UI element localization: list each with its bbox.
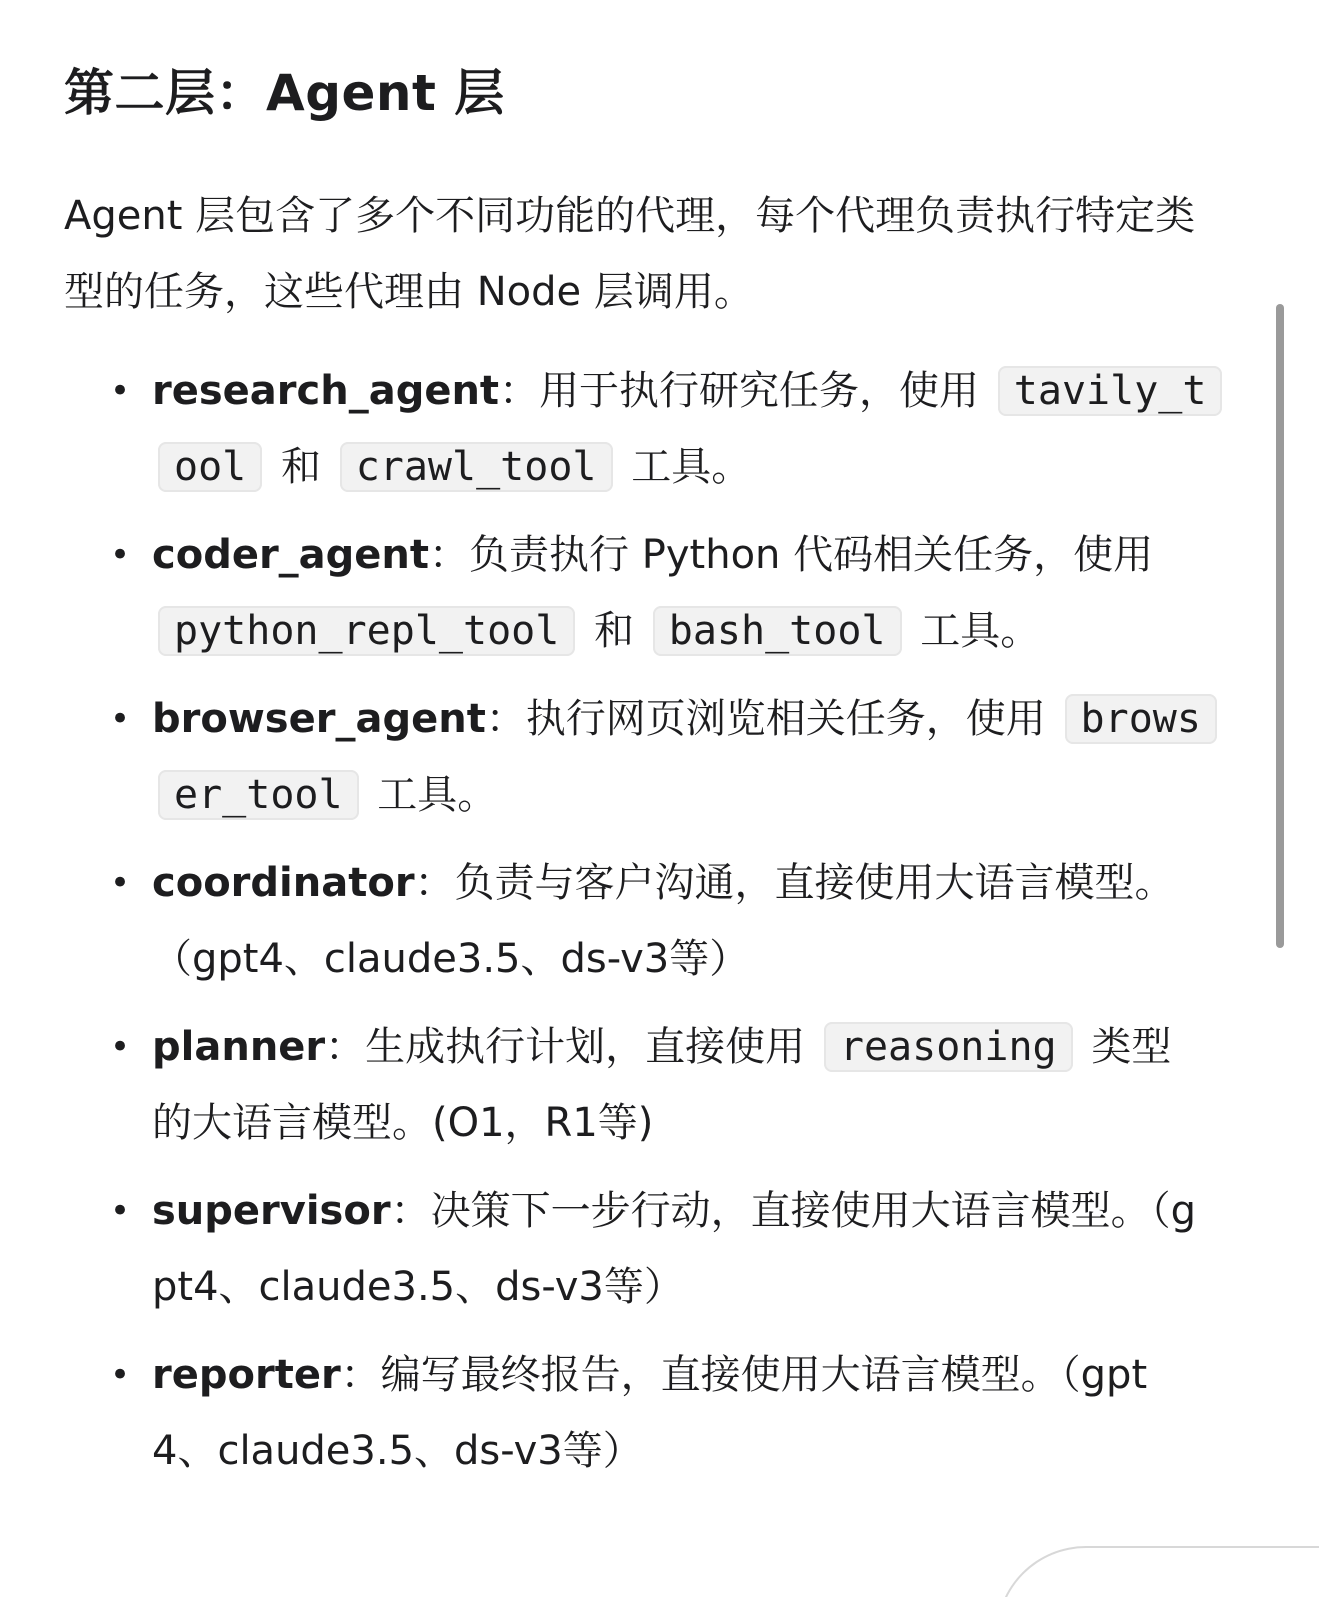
bullet-icon: •: [110, 1027, 131, 1067]
description-text: 用于执行研究任务，使用: [539, 368, 980, 414]
inline-code-tool: browser_tool: [158, 694, 1217, 820]
section-heading: 第二层：Agent 层: [64, 64, 505, 122]
inline-code-tool: python_repl_tool: [158, 606, 575, 656]
separator: ：: [414, 860, 455, 906]
list-item-supervisor: [110, 1173, 1214, 1325]
agent-name: coordinator: [152, 860, 415, 906]
description-text: 执行网页浏览相关任务，使用: [525, 696, 1046, 742]
article-content: [64, 0, 1214, 1501]
description-text: 工具。: [631, 444, 752, 490]
separator: ：: [390, 1188, 431, 1234]
agent-name: planner: [152, 1024, 326, 1070]
description-text: 决策下一步行动，直接使用大语言模型。（gpt4、claude3.5、ds-v3等）: [152, 1188, 1196, 1310]
inline-code-tool: tavily_tool: [158, 366, 1222, 492]
description-text: 负责与客户沟通，直接使用大语言模型。（gpt4、claude3.5、ds-v3等）: [152, 860, 1175, 982]
bullet-icon: •: [110, 371, 131, 411]
bullet-icon: •: [110, 699, 131, 739]
separator: ：: [340, 1352, 381, 1398]
agent-name: reporter: [152, 1352, 341, 1398]
list-item-reporter: [110, 1337, 1214, 1489]
bullet-icon: •: [110, 1191, 131, 1231]
bullet-icon: •: [110, 535, 131, 575]
separator: ：: [499, 368, 540, 414]
vertical-scrollbar[interactable]: [1276, 304, 1284, 948]
description-text: 生成执行计划，直接使用: [365, 1024, 806, 1070]
list-item-planner: [110, 1009, 1214, 1161]
connector-text: 和: [594, 608, 635, 654]
list-item-coder-agent: [110, 517, 1214, 669]
separator: ：: [485, 696, 526, 742]
list-item-coordinator: [110, 845, 1214, 997]
intro-paragraph: Agent 层包含了多个不同功能的代理，每个代理负责执行特定类型的任务，这些代理由 Node 层调用。: [64, 193, 1196, 315]
list-item-browser-agent: [110, 681, 1214, 833]
description-text: 编写最终报告，直接使用大语言模型。（gpt4、claude3.5、ds-v3等）: [152, 1352, 1148, 1474]
agent-name: supervisor: [152, 1188, 391, 1234]
agent-name: coder_agent: [152, 532, 430, 578]
connector-text: 和: [280, 444, 321, 490]
bullet-icon: •: [110, 863, 131, 903]
list-item-research-agent: [110, 353, 1214, 505]
agent-list: [64, 353, 1214, 1489]
bullet-icon: •: [110, 1355, 131, 1395]
description-text: 工具。: [377, 772, 498, 818]
description-text: 负责执行 Python 代码相关任务，使用: [469, 532, 1154, 578]
agent-name: browser_agent: [152, 696, 486, 742]
description-text: 工具。: [920, 608, 1041, 654]
description-text: 类型的大语言模型。(O1，R1等): [152, 1024, 1172, 1146]
agent-name: research_agent: [152, 368, 500, 414]
inline-code-tool: bash_tool: [653, 606, 902, 656]
floating-panel-edge: [996, 1546, 1319, 1597]
inline-code-tool: crawl_tool: [340, 442, 613, 492]
separator: ：: [325, 1024, 366, 1070]
inline-code-tool: reasoning: [824, 1022, 1073, 1072]
separator: ：: [429, 532, 470, 578]
